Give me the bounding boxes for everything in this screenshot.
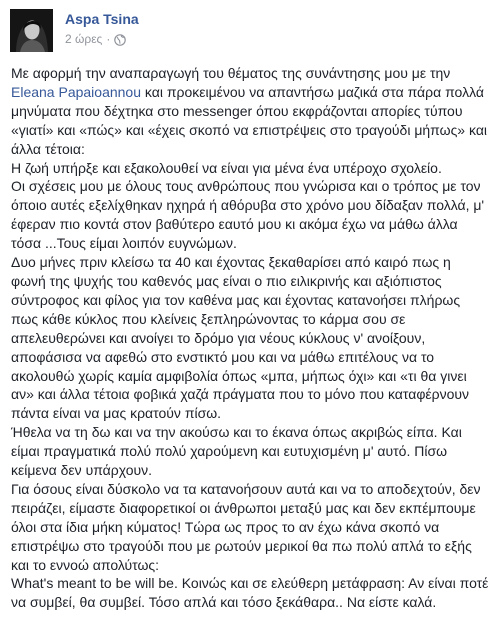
- post-subline: [65, 30, 139, 48]
- globe-icon[interactable]: [114, 33, 126, 45]
- post-header: [10, 9, 139, 53]
- post-meta: [65, 10, 139, 53]
- post-timestamp[interactable]: 2 ώρες: [65, 32, 103, 46]
- intro-text-before: Με αφορμή την αναπαραγωγή του θέματος της συνάντησης μου με την: [11, 65, 451, 81]
- separator-dot: ·: [106, 32, 111, 46]
- avatar[interactable]: [10, 9, 53, 52]
- paragraph-intro: [11, 64, 489, 159]
- paragraph-2: Η ζωή υπήρξε και εξακολουθεί να είναι για μένα ένα υπέροχο σχολείο.: [11, 159, 442, 176]
- intro-text-after: και προκειμένου να απαντήσω μαζικά στα πάρα πολλά μηνύματα που δέχτηκα στο messenger όπου εκφράζονται απορίες τύπου «γιατί» και «πώς» και «έχεις σκοπό να επιστρέψεις στο τραγούδι μήπως» και άλλα τέτοια:: [11, 83, 488, 157]
- paragraph-4: Δυο μήνες πριν κλείσω τα 40 και έχοντας ξεκαθαρίσει από καιρό πως η φωνή της ψυχής του καθενός μας είναι ο πιο ειλικρινής και αξιόπιστος σύντροφος και φίλος για τον καθένα μας και έχοντας κατανοήσει πλήρως πως κάθε κύκλος που κλείνεις ξεπληρώνοντας το κάρμα σου σε απελευθερώνει και ανοίγει το δρόμο για νέους κύκλους ν' ανοίξουν, αποφάσισα να αφεθώ στο ενστικτό μου και να μάθω επιτέλους να το ακολουθώ χωρίς καμία αμφιβολία όπως «μπα, μήπως όχι» και «τι θα γινει αν» και άλλα τέτοια φοβικά χαζά πράγματα που το μόνο που καταφέρνουν πάντα είναι να μας κρατούν πίσω.: [11, 254, 470, 422]
- post-text: [11, 64, 489, 612]
- paragraph-3: Οι σχέσεις μου με όλους τους ανθρώπους που γνώρισα και ο τρόπος με τον όποιο αυτές εξελίχθηκαν ηχηρά ή αθόρυβα στο χρόνο μου δίδαξαν πολλά, μ' έφεραν πιο κοντά στον βαθύτερο εαυτό μου κι ακόμα έχω να μάθω άλλα τόσα ...Τους είμαι λοιπόν ευγνώμων.: [11, 178, 485, 252]
- profile-photo: [10, 9, 53, 52]
- author-name[interactable]: Aspa Tsina: [65, 11, 139, 27]
- paragraph-7: What's meant to be will be. Κοινώς και σε ελεύθερη μετάφραση: Αν είναι ποτέ να συμβεί, θα συμβεί. Τόσο απλά και τόσο ξεκάθαρα.. Να είστε καλά.: [11, 575, 489, 611]
- paragraph-5: Ήθελα να τη δω και να την ακούσω και το έκανα όπως ακριβώς είπα. Και είμαι πραγματικά πολύ πολύ χαρούμενη και ευτυχισμένη μ' αυτό. Πίσω κείμενα δεν υπάρχουν.: [11, 424, 462, 479]
- mention-link[interactable]: Eleana Papaioannou: [11, 83, 142, 100]
- paragraph-6: Για όσους είναι δύσκολο να τα κατανοήσουν αυτά και να το αποδεχτούν, δεν πειράζει, είμαστε διαφορετικοί οι άνθρωποι μεταξύ μας και δεν εκπέμπουμε όλοι στα ίδια μήκη κύματος! Τώρα ως προς το αν έχω κάνα σκοπό να επιστρέψω στο τραγούδι που με ρωτούν μερικοί θα πω πολύ απλά το εξής και το εννοώ απολύτως:: [11, 480, 481, 573]
